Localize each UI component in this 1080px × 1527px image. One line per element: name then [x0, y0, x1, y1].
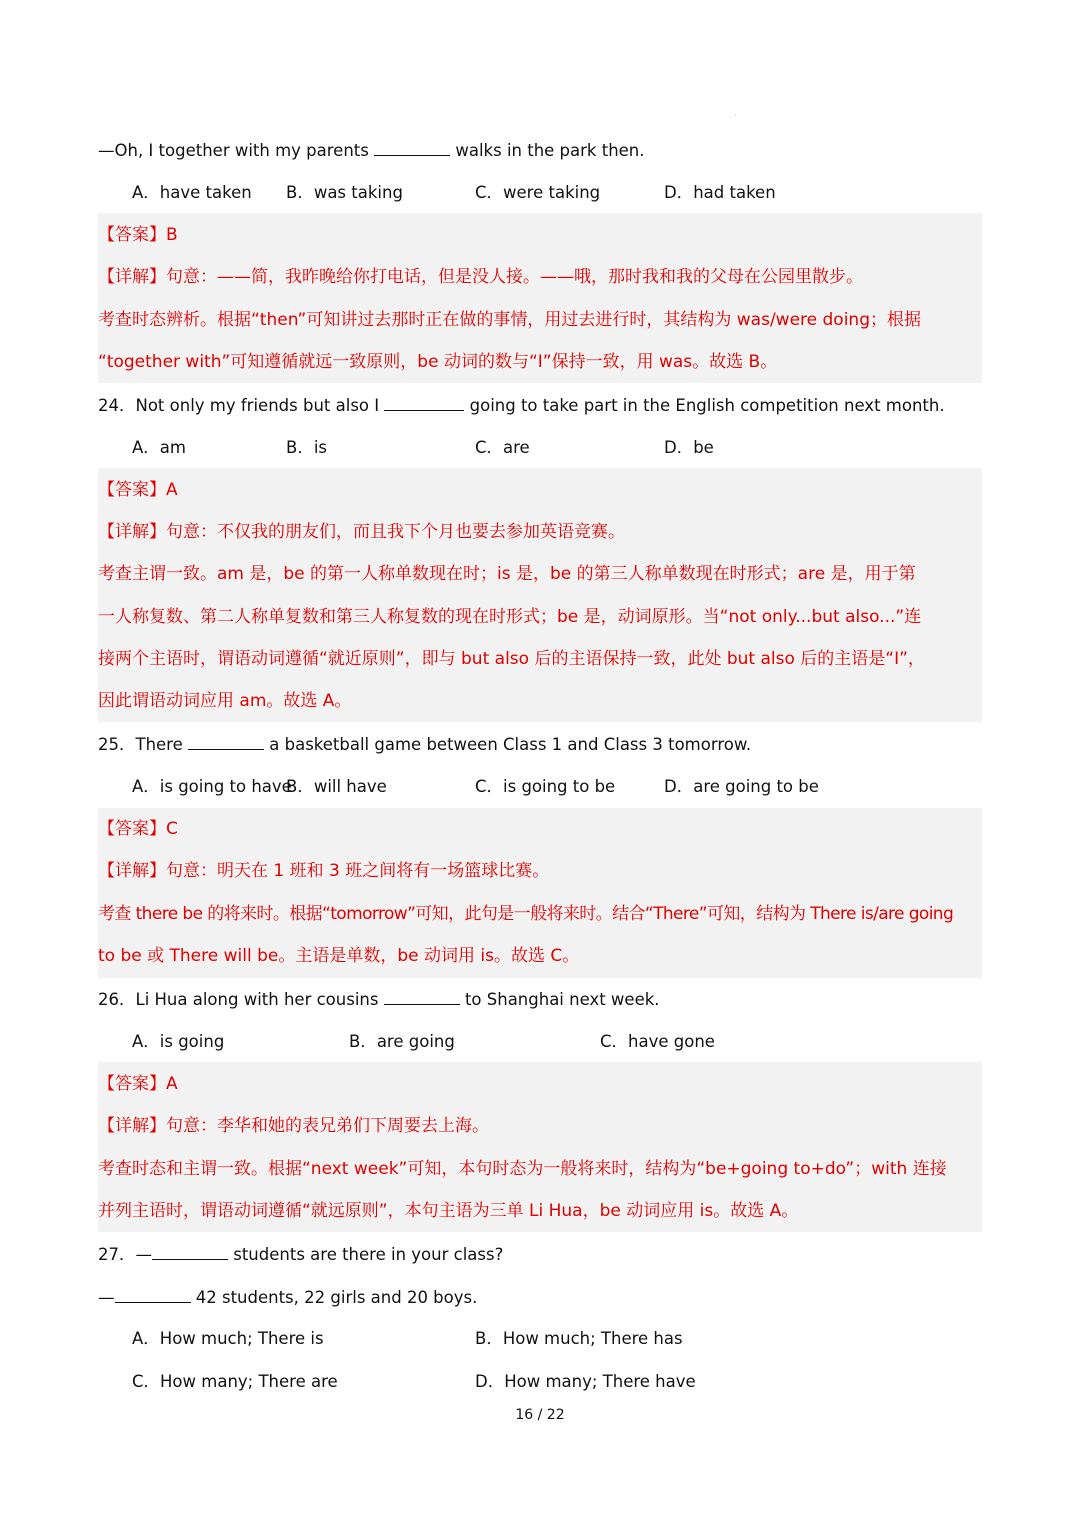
q23-detail-line1: 【详解】句意：——简，我昨晚给你打电话，但是没人接。——哦，那时我和我的父母在公园里散步。: [98, 267, 863, 287]
q26-option-c: C．have gone: [600, 1032, 715, 1051]
q24-answer: 【答案】A: [98, 480, 178, 500]
q24-option-c: C．are: [475, 438, 530, 457]
q23-detail-line2: 考查时态辨析。根据“then”可知讲过去那时正在做的事情，用过去进行时，其结构为 was/were doing；根据: [98, 310, 921, 330]
q25-stem: [98, 733, 982, 756]
q27-stem2-part2: 42 students, 22 girls and 20 boys.: [190, 1288, 478, 1307]
q24-option-d: D．be: [664, 438, 714, 457]
q27-option-d: D．How many; There have: [475, 1372, 696, 1391]
q23-option-a: A．have taken: [132, 183, 252, 202]
q24-stem-part2: going to take part in the English competition next month.: [464, 396, 945, 415]
q23-blank: [374, 139, 450, 156]
q27-stem2-part1: —: [98, 1288, 115, 1307]
q23-detail-line3: “together with”可知遵循就远一致原则，be 动词的数与“I”保持一致，用 was。故选 B。: [98, 352, 778, 372]
q27-option-c: C．How many; There are: [132, 1372, 338, 1391]
q24-stem-part1: 24．Not only my friends but also I: [98, 396, 385, 415]
q24-blank: [384, 394, 464, 411]
q24-option-a: A．am: [132, 438, 186, 457]
q27-stem-line1: [98, 1243, 982, 1266]
q27-stem1-part2: students are there in your class?: [228, 1245, 504, 1264]
q26-detail-line3: 并列主语时，谓语动词遵循“就远原则”，本句主语为三单 Li Hua，be 动词应用 is。故选 A。: [98, 1201, 799, 1221]
q26-detail-line1: 【详解】句意：李华和她的表兄弟们下周要去上海。: [98, 1116, 489, 1136]
q23-answer: 【答案】B: [98, 225, 178, 245]
q27-blank-1: [152, 1243, 228, 1260]
q26-stem-part1: 26．Li Hua along with her cousins: [98, 990, 384, 1009]
q27-stem1-part1: 27．—: [98, 1245, 152, 1264]
q25-option-a: A．is going to have: [132, 777, 292, 796]
q25-stem-part1: 25．There: [98, 735, 189, 754]
q25-answer-box: [98, 808, 982, 978]
q25-blank: [188, 733, 264, 750]
q27-option-b: B．How much; There has: [475, 1329, 683, 1348]
q25-detail-line2: 考查 there be 的将来时。根据“tomorrow”可知，此句是一般将来时。结合“There”可知，结构为 There is/are going: [98, 904, 954, 924]
q25-stem-part2: a basketball game between Class 1 and Class 3 tomorrow.: [264, 735, 752, 754]
q24-option-b: B．is: [286, 438, 328, 457]
q25-option-c: C．is going to be: [475, 777, 616, 796]
q23-option-d: D．had taken: [664, 183, 776, 202]
q25-option-b: B．will have: [286, 777, 387, 796]
q26-option-a: A．is going: [132, 1032, 225, 1051]
q23-stem: [98, 139, 982, 162]
q26-option-b: B．are going: [349, 1032, 455, 1051]
q26-detail-line2: 考查时态和主谓一致。根据“next week”可知，本句时态为一般将来时，结构为“be+going to+do”；with 连接: [98, 1159, 947, 1179]
q27-option-a: A．How much; There is: [132, 1329, 324, 1348]
q24-detail-line2: 考查主谓一致。am 是，be 的第一人称单数现在时；is 是，be 的第三人称单数现在时形式；are 是，用于第: [98, 564, 916, 584]
q23-stem-part2: walks in the park then.: [450, 141, 645, 160]
q24-detail-line4: 接两个主语时，谓语动词遵循“就近原则”，即与 but also 后的主语保持一致，此处 but also 后的主语是“I”，: [98, 649, 925, 669]
q25-option-d: D．are going to be: [664, 777, 819, 796]
q24-detail-line5: 因此谓语动词应用 am。故选 A。: [98, 691, 352, 711]
q23-option-c: C．were taking: [475, 183, 601, 202]
q26-answer-box: [98, 1062, 982, 1232]
q25-answer: 【答案】C: [98, 819, 178, 839]
page-number: 16 / 22: [515, 1407, 565, 1423]
q26-stem: [98, 988, 982, 1011]
q27-blank-2: [115, 1286, 191, 1303]
q26-blank: [384, 988, 460, 1005]
q24-stem: [98, 394, 982, 417]
q24-answer-box: [98, 468, 982, 722]
q23-option-b: B．was taking: [286, 183, 403, 202]
q24-detail-line3: 一人称复数、第二人称单复数和第三人称复数的现在时形式；be 是，动词原形。当“not only...but also...”连: [98, 607, 922, 627]
q27-stem-line2: [98, 1286, 982, 1309]
q23-answer-box: [98, 213, 982, 383]
q26-answer: 【答案】A: [98, 1074, 178, 1094]
q24-detail-line1: 【详解】句意：不仅我的朋友们，而且我下个月也要去参加英语竞赛。: [98, 522, 625, 542]
q23-stem-part1: —Oh, I together with my parents: [98, 141, 375, 160]
q26-stem-part2: to Shanghai next week.: [459, 990, 660, 1009]
q25-detail-line3: to be 或 There will be。主语是单数，be 动词用 is。故选 C。: [98, 946, 580, 966]
q25-detail-line1: 【详解】句意：明天在 1 班和 3 班之间将有一场篮球比赛。: [98, 861, 550, 881]
stray-dot: [735, 115, 736, 116]
